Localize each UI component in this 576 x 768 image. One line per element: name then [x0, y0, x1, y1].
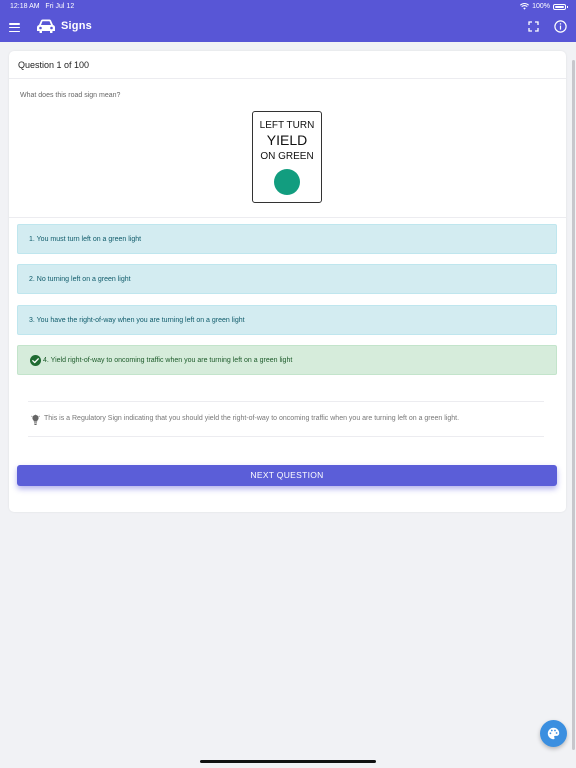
lightbulb-icon — [31, 414, 40, 426]
home-indicator[interactable] — [200, 760, 376, 763]
page-title: Signs — [61, 20, 92, 32]
answer-label: 1. You must turn left on a green light — [29, 235, 142, 243]
status-bar-left — [10, 3, 74, 10]
sign-text-line2: YIELD — [266, 132, 308, 148]
status-time: 12:18 AM — [10, 3, 40, 10]
theme-button[interactable] — [540, 720, 567, 747]
app-header — [0, 0, 576, 42]
green-light-circle — [274, 169, 300, 195]
menu-icon[interactable] — [9, 23, 20, 32]
battery-percent: 100% — [532, 3, 550, 10]
sign-text-line1: LEFT TURN — [259, 120, 315, 131]
palette-icon — [547, 727, 560, 740]
scrollbar[interactable] — [572, 60, 575, 750]
answer-option-4-correct[interactable] — [17, 345, 557, 375]
question-card — [9, 51, 566, 512]
answer-label: 2. No turning left on a green light — [29, 275, 131, 283]
card-header — [9, 51, 566, 79]
navbar — [0, 14, 576, 42]
answer-label: 3. You have the right-of-way when you are turning left on a green light — [29, 316, 245, 324]
answer-option-3[interactable] — [17, 305, 557, 335]
wifi-icon — [520, 3, 529, 10]
next-question-button[interactable]: NEXT QUESTION — [17, 465, 557, 486]
car-icon — [36, 18, 56, 34]
status-bar-right — [520, 3, 566, 10]
check-circle-icon — [30, 355, 41, 366]
explanation-box — [28, 401, 544, 437]
fullscreen-icon[interactable] — [528, 21, 539, 32]
explanation-text: This is a Regulatory Sign indicating that you should yield the right-of-way to oncoming traffic when you are turning left on a green light. — [44, 415, 460, 422]
answer-option-2[interactable] — [17, 264, 557, 294]
answer-label: 4. Yield right-of-way to oncoming traffic when you are turning left on a green light — [43, 356, 293, 364]
divider — [9, 217, 566, 218]
road-sign-image — [252, 111, 322, 203]
question-text: What does this road sign mean? — [20, 92, 121, 99]
info-icon[interactable] — [554, 20, 567, 33]
sign-text-line3: ON GREEN — [260, 151, 314, 162]
question-counter: Question 1 of 100 — [18, 60, 90, 70]
battery-icon — [553, 4, 566, 10]
status-date: Fri Jul 12 — [45, 3, 75, 10]
answer-option-1[interactable] — [17, 224, 557, 254]
